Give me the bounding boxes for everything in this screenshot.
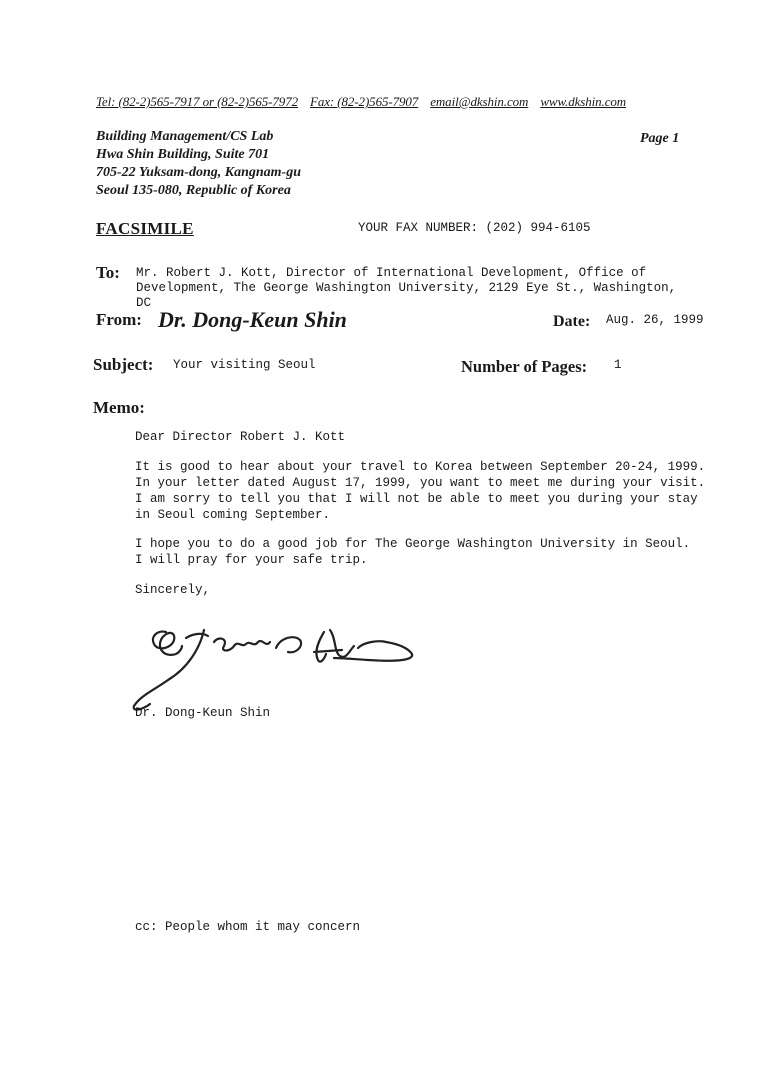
contact-line <box>96 94 626 110</box>
handwritten-signature <box>128 618 428 718</box>
address-line: Building Management/CS Lab <box>96 129 274 144</box>
date-value: Aug. 26, 1999 <box>606 313 704 327</box>
number-of-pages-value: 1 <box>614 358 622 372</box>
closing: Sincerely, <box>135 583 211 597</box>
memo-label: Memo: <box>93 398 145 417</box>
paragraph-line: In your letter dated August 17, 1999, you want to meet me during your visit. <box>135 476 706 490</box>
tel-text: Tel: (82-2)565-7917 or (82-2)565-7972 <box>96 94 298 109</box>
signer-name: Dr. Dong-Keun Shin <box>135 706 271 720</box>
email-text: email@dkshin.com <box>430 94 529 109</box>
number-of-pages-label: Number of Pages: <box>461 357 588 376</box>
your-fax-number: YOUR FAX NUMBER: (202) 994-6105 <box>358 221 591 235</box>
address-line: Seoul 135-080, Republic of Korea <box>96 183 291 198</box>
paragraph-line: I will pray for your safe trip. <box>135 553 368 567</box>
from-name: Dr. Dong-Keun Shin <box>158 307 347 332</box>
subject-value: Your visiting Seoul <box>173 358 316 372</box>
paragraph-line: in Seoul coming September. <box>135 508 331 522</box>
address-line: 705-22 Yuksam-dong, Kangnam-gu <box>96 165 301 180</box>
web-text: www.dkshin.com <box>540 94 627 109</box>
from-label: From: <box>96 310 142 329</box>
paragraph-line: I am sorry to tell you that I will not be able to meet you during your stay <box>135 492 698 506</box>
salutation: Dear Director Robert J. Kott <box>135 430 346 444</box>
address-line: Hwa Shin Building, Suite 701 <box>96 147 270 162</box>
paragraph-line: I hope you to do a good job for The George Washington University in Seoul. <box>135 537 691 551</box>
cc-line: cc: People whom it may concern <box>135 920 361 934</box>
fax-text: Fax: (82-2)565-7907 <box>310 94 419 109</box>
memo-paragraph-2 <box>135 536 690 568</box>
sender-address <box>96 128 301 200</box>
paragraph-line: It is good to hear about your travel to Korea between September 20-24, 1999. <box>135 460 706 474</box>
to-recipient: Mr. Robert J. Kott, Director of International Development, Office of Development, The George Washington University, 2129 Eye St., Washington, DC <box>136 266 677 310</box>
memo-paragraph-1 <box>135 459 705 523</box>
to-label: To: <box>96 263 120 282</box>
page-number: Page 1 <box>640 131 680 146</box>
date-label: Date: <box>553 313 591 330</box>
subject-label: Subject: <box>93 355 154 374</box>
facsimile-title: FACSIMILE <box>96 219 194 238</box>
